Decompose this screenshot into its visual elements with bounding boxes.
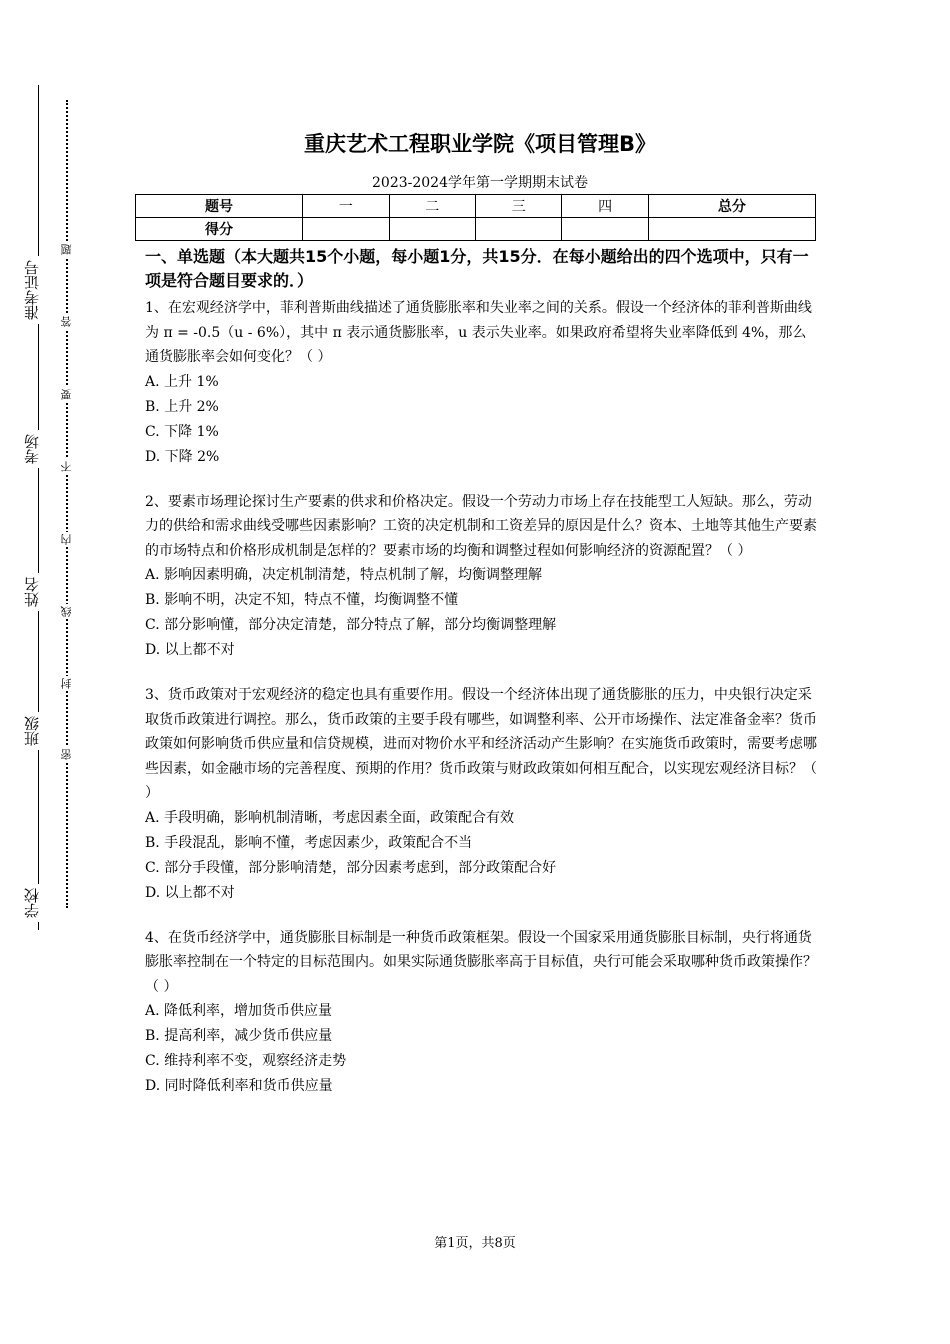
score-cell[interactable] bbox=[475, 218, 561, 241]
exam-subtitle: 2023-2024学年第一学期期末试卷 bbox=[372, 175, 588, 191]
question-1 bbox=[145, 296, 817, 470]
option-a[interactable]: A. 上升 1% bbox=[145, 373, 219, 390]
question-text: 3、货币政策对于宏观经济的稳定也具有重要作用。假设一个经济体出现了通货膨胀的压力，中央银行决定采取货币政策进行调控。那么，货币政策的主要手段有哪些，如调整利率、公开市场操作、法定准备金率？货币政策如何影响货币供应量和信贷规模，进而对物价水平和经济活动产生影响？在实施货币政策时，需要考虑哪些因素，如金融市场的完善程度、预期的作用？货币政策与财政政策如何相互配合，以实现宏观经济目标？（ ） bbox=[145, 687, 817, 801]
exam-title: 重庆艺术工程职业学院《项目管理B》 bbox=[303, 132, 656, 156]
seal-char: 内 bbox=[60, 534, 73, 545]
section-heading: 一、单选题（本大题共15个小题，每小题1分，共15分．在每小题给出的四个选项中，只有一项是符合题目要求的．） bbox=[145, 247, 809, 290]
score-header-cell: 题号 bbox=[136, 195, 303, 218]
exam-id-label: 准考证号 bbox=[22, 256, 42, 324]
binding-solid-line bbox=[38, 85, 39, 930]
score-cell[interactable] bbox=[562, 218, 648, 241]
seal-char: 要 bbox=[60, 389, 73, 400]
score-row-label: 得分 bbox=[136, 218, 303, 241]
school-label: 学校 bbox=[22, 884, 42, 922]
score-table-header-row bbox=[136, 195, 816, 218]
question-3 bbox=[145, 683, 817, 906]
option-a[interactable]: A. 降低利率，增加货币供应量 bbox=[145, 1003, 333, 1019]
score-header-cell: 二 bbox=[389, 195, 475, 218]
question-4 bbox=[145, 926, 817, 1100]
score-cell[interactable] bbox=[648, 218, 815, 241]
option-c[interactable]: C. 部分影响懂，部分决定清楚，部分特点了解，部分均衡调整理解 bbox=[145, 617, 557, 633]
seal-char: 线 bbox=[60, 606, 73, 617]
score-header-cell: 三 bbox=[475, 195, 561, 218]
score-header-cell: 总分 bbox=[648, 195, 815, 218]
score-cell[interactable] bbox=[303, 218, 389, 241]
score-cell[interactable] bbox=[389, 218, 475, 241]
option-d[interactable]: D. 以上都不对 bbox=[145, 884, 235, 901]
score-header-cell: 一 bbox=[303, 195, 389, 218]
seal-char: 封 bbox=[60, 678, 73, 689]
option-b[interactable]: B. 影响不明，决定不知，特点不懂，均衡调整不懂 bbox=[145, 592, 459, 608]
seal-dotted-line bbox=[66, 100, 68, 908]
name-label: 姓名 bbox=[22, 573, 42, 611]
class-label: 班级 bbox=[22, 712, 42, 750]
option-b[interactable]: B. 手段混乱，影响不懂，考虑因素少，政策配合不当 bbox=[145, 834, 473, 851]
option-a[interactable]: A. 手段明确，影响机制清晰，考虑因素全面，政策配合有效 bbox=[145, 809, 515, 826]
option-c[interactable]: C. 下降 1% bbox=[145, 423, 219, 440]
option-d[interactable]: D. 下降 2% bbox=[145, 448, 220, 465]
question-2 bbox=[145, 490, 817, 664]
option-c[interactable]: C. 部分手段懂，部分影响清楚，部分因素考虑到，部分政策配合好 bbox=[145, 859, 557, 876]
seal-char: 不 bbox=[60, 461, 73, 472]
binding-margin bbox=[0, 0, 110, 1344]
question-text: 1、在宏观经济学中，菲利普斯曲线描述了通货膨胀率和失业率之间的关系。假设一个经济体的菲利普斯曲线为 π = -0.5（u - 6%），其中 π 表示通货膨胀率，u 表示失业率。如果政府希望将失业率降低到 4%，那么通货膨胀率会如何变化？（ ） bbox=[145, 300, 812, 365]
score-table bbox=[135, 194, 816, 241]
option-d[interactable]: D. 以上都不对 bbox=[145, 642, 235, 658]
option-b[interactable]: B. 上升 2% bbox=[145, 398, 219, 415]
option-c[interactable]: C. 维持利率不变，观察经济走势 bbox=[145, 1053, 347, 1069]
seal-char: 题 bbox=[60, 244, 73, 255]
option-b[interactable]: B. 提高利率，减少货币供应量 bbox=[145, 1028, 333, 1044]
question-text: 4、在货币经济学中，通货膨胀目标制是一种货币政策框架。假设一个国家采用通货膨胀目标制，央行将通货膨胀率控制在一个特定的目标范围内。如果实际通货膨胀率高于目标值，央行可能会采取哪种货币政策操作？（ ） bbox=[145, 929, 817, 995]
exam-room-label: 考场 bbox=[22, 430, 42, 468]
question-text: 2、要素市场理论探讨生产要素的供求和价格决定。假设一个劳动力市场上存在技能型工人短缺。那么，劳动力的供给和需求曲线受哪些因素影响？工资的决定机制和工资差异的原因是什么？资本、土地等其他生产要素的市场特点和价格形成机制是怎样的？要素市场的均衡和调整过程如何影响经济的资源配置？（ ） bbox=[145, 493, 817, 559]
option-d[interactable]: D. 同时降低利率和货币供应量 bbox=[145, 1078, 333, 1094]
option-a[interactable]: A. 影响因素明确，决定机制清楚，特点机制了解，均衡调整理解 bbox=[145, 567, 543, 583]
questions-area bbox=[145, 296, 817, 1119]
seal-char: 答 bbox=[60, 316, 73, 327]
score-header-cell: 四 bbox=[562, 195, 648, 218]
score-table-score-row bbox=[136, 218, 816, 241]
seal-char: 密 bbox=[60, 749, 73, 760]
page-footer: 第1页，共8页 bbox=[434, 1236, 516, 1251]
